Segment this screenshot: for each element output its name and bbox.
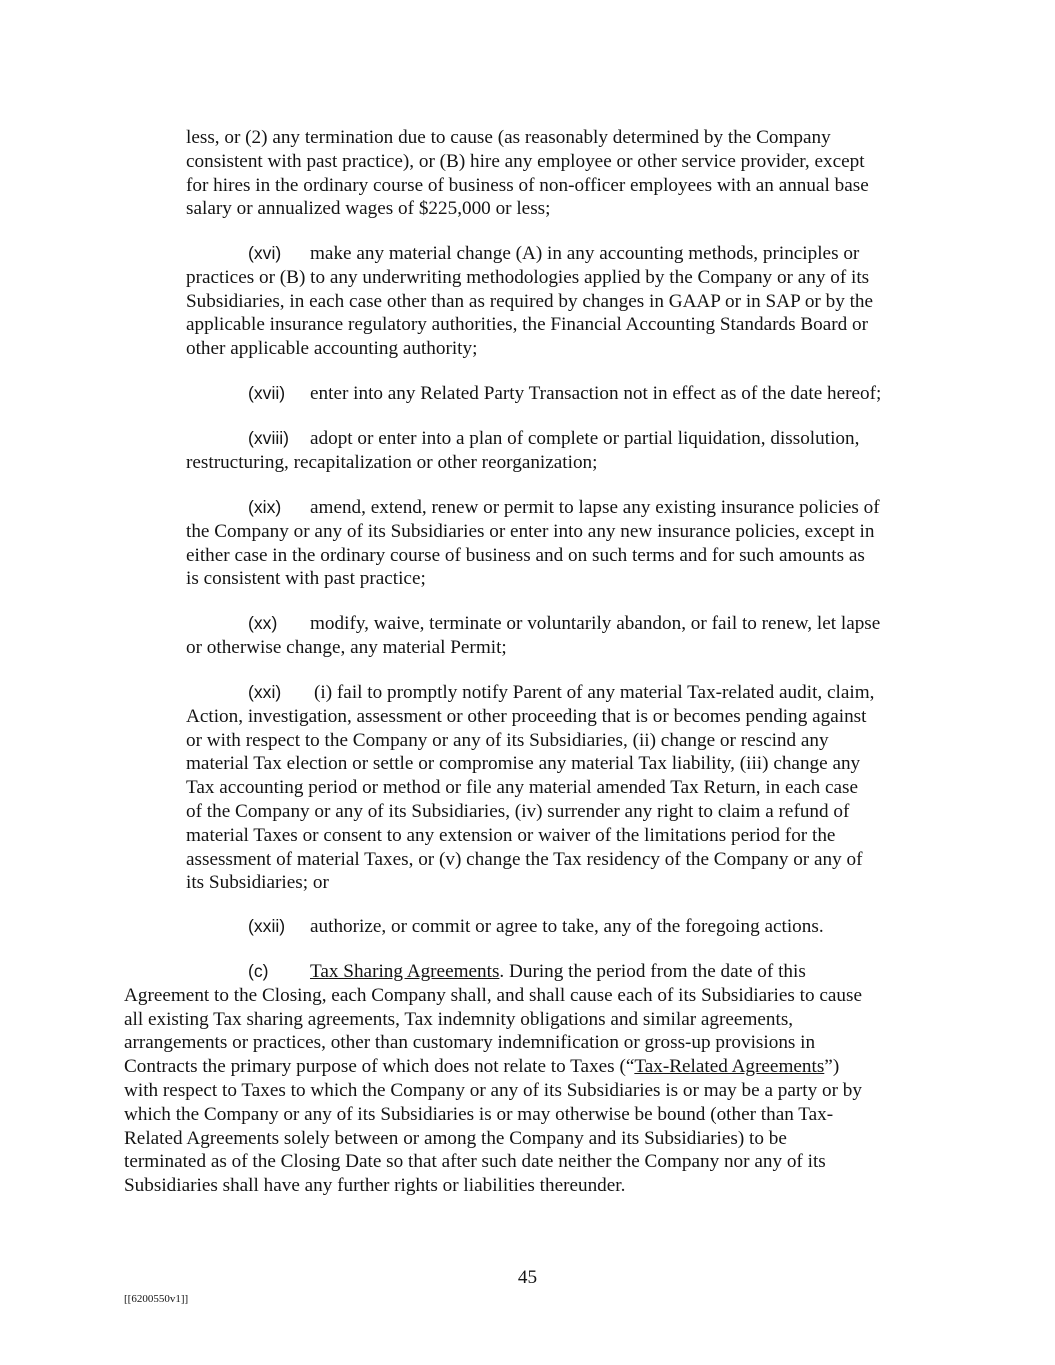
clause-number: (xx) [248,613,278,633]
text-line: Tax accounting period or method or file any material amended Tax Return, in each case [186,777,858,799]
clause-number: (xvii) [248,383,286,403]
text-line: for hires in the ordinary course of business of non-officer employees with an annual base [186,174,869,196]
text-line: modify, waive, terminate or voluntarily abandon, or fail to renew, let lapse [310,613,881,634]
section-c-tax-sharing [124,960,862,1198]
text-line: material Tax election or settle or compromise any material Tax liability, (iii) change any [186,753,861,775]
clause-xvi [186,242,873,361]
clause-xix [186,496,880,591]
text-line: restructuring, recapitalization or other reorganization; [186,451,598,473]
clause-number: (xxi) [248,682,282,702]
clause-xx [186,612,880,660]
text-line: Related Agreements solely between or among the Company and its Subsidiaries) to be [124,1127,787,1149]
text-line: less, or (2) any termination due to cause (as reasonably determined by the Company [186,127,831,148]
text-line: authorize, or commit or agree to take, any of the foregoing actions. [310,916,824,937]
text-line: Agreement to the Closing, each Company shall, and shall cause each of its Subsidiaries to cause [124,984,862,1006]
text-line: other applicable accounting authority; [186,338,478,360]
text-line: of the Company or any of its Subsidiaries, (iv) surrender any right to claim a refund of [186,800,850,822]
clause-xvii [186,382,881,406]
text-line: material Taxes or consent to any extension or waiver of the limitations period for the [186,824,836,846]
text-line: all existing Tax sharing agreements, Tax indemnity obligations and similar agreements, [124,1008,794,1030]
text-line: salary or annualized wages of $225,000 or less; [186,198,551,220]
text-line: or otherwise change, any material Permit; [186,636,507,658]
text-line: is consistent with past practice; [186,568,426,590]
clause-xxii [186,915,824,939]
document-id: [[6200550v1]] [124,1293,189,1305]
text-line: consistent with past practice), or (B) hire any employee or other service provider, except [186,150,865,172]
paragraph-continuation [186,126,869,221]
text-line: either case in the ordinary course of business and on such terms and for such amounts as [186,544,865,566]
clause-number: (xviii) [248,428,290,448]
text-line: applicable insurance regulatory authorities, the Financial Accounting Standards Board or [186,314,869,336]
section-heading: Tax Sharing Agreements [310,961,500,982]
text-line: enter into any Related Party Transaction not in effect as of the date hereof; [310,383,882,404]
text-line: Contracts the primary purpose of which does not relate to Taxes (“ [124,1056,635,1078]
text-line: assessment of material Taxes, or (v) change the Tax residency of the Company or any of [186,848,863,870]
text-line: the Company or any of its Subsidiaries or enter into any new insurance policies, except in [186,520,875,542]
text-line: Subsidiaries shall have any further rights or liabilities thereunder. [124,1175,626,1197]
text-line: amend, extend, renew or permit to lapse any existing insurance policies of [310,497,880,518]
text-line: or with respect to the Company or any of its Subsidiaries, (ii) change or rescind any [186,729,829,751]
text-line: with respect to Taxes to which the Company or any of its Subsidiaries is or may be a party or by [124,1079,862,1101]
text-line: terminated as of the Closing Date so that after such date neither the Company nor any of its [124,1151,826,1173]
clause-number: (xxii) [248,916,286,936]
text-line: arrangements or practices, other than customary indemnification or gross-up provisions in [124,1032,816,1054]
clause-xxi [186,681,874,895]
clause-number: (xix) [248,497,282,517]
text-line: its Subsidiaries; or [186,872,329,894]
text-line: Subsidiaries, in each case other than as required by changes in GAAP or in SAP or by the [186,290,874,312]
text-line: ”) [824,1056,840,1078]
text-line: practices or (B) to any underwriting methodologies applied by the Company or any of its [186,266,870,288]
clause-number: (xvi) [248,243,282,263]
page-number: 45 [517,1267,538,1288]
text-line: adopt or enter into a plan of complete or partial liquidation, dissolution, [310,428,860,449]
text-line: which the Company or any of its Subsidiaries is or may otherwise be bound (other than Tax- [124,1103,834,1125]
clause-xviii [186,427,859,475]
text-line: (i) fail to promptly notify Parent of any material Tax-related audit, claim, [314,682,875,703]
text-line: . During the period from the date of this [499,961,806,982]
defined-term: Tax-Related Agreements [634,1056,825,1078]
text-line: Action, investigation, assessment or other proceeding that is or becomes pending against [186,705,867,727]
clause-number: (c) [248,961,269,981]
text-line: make any material change (A) in any accounting methods, principles or [310,243,860,264]
